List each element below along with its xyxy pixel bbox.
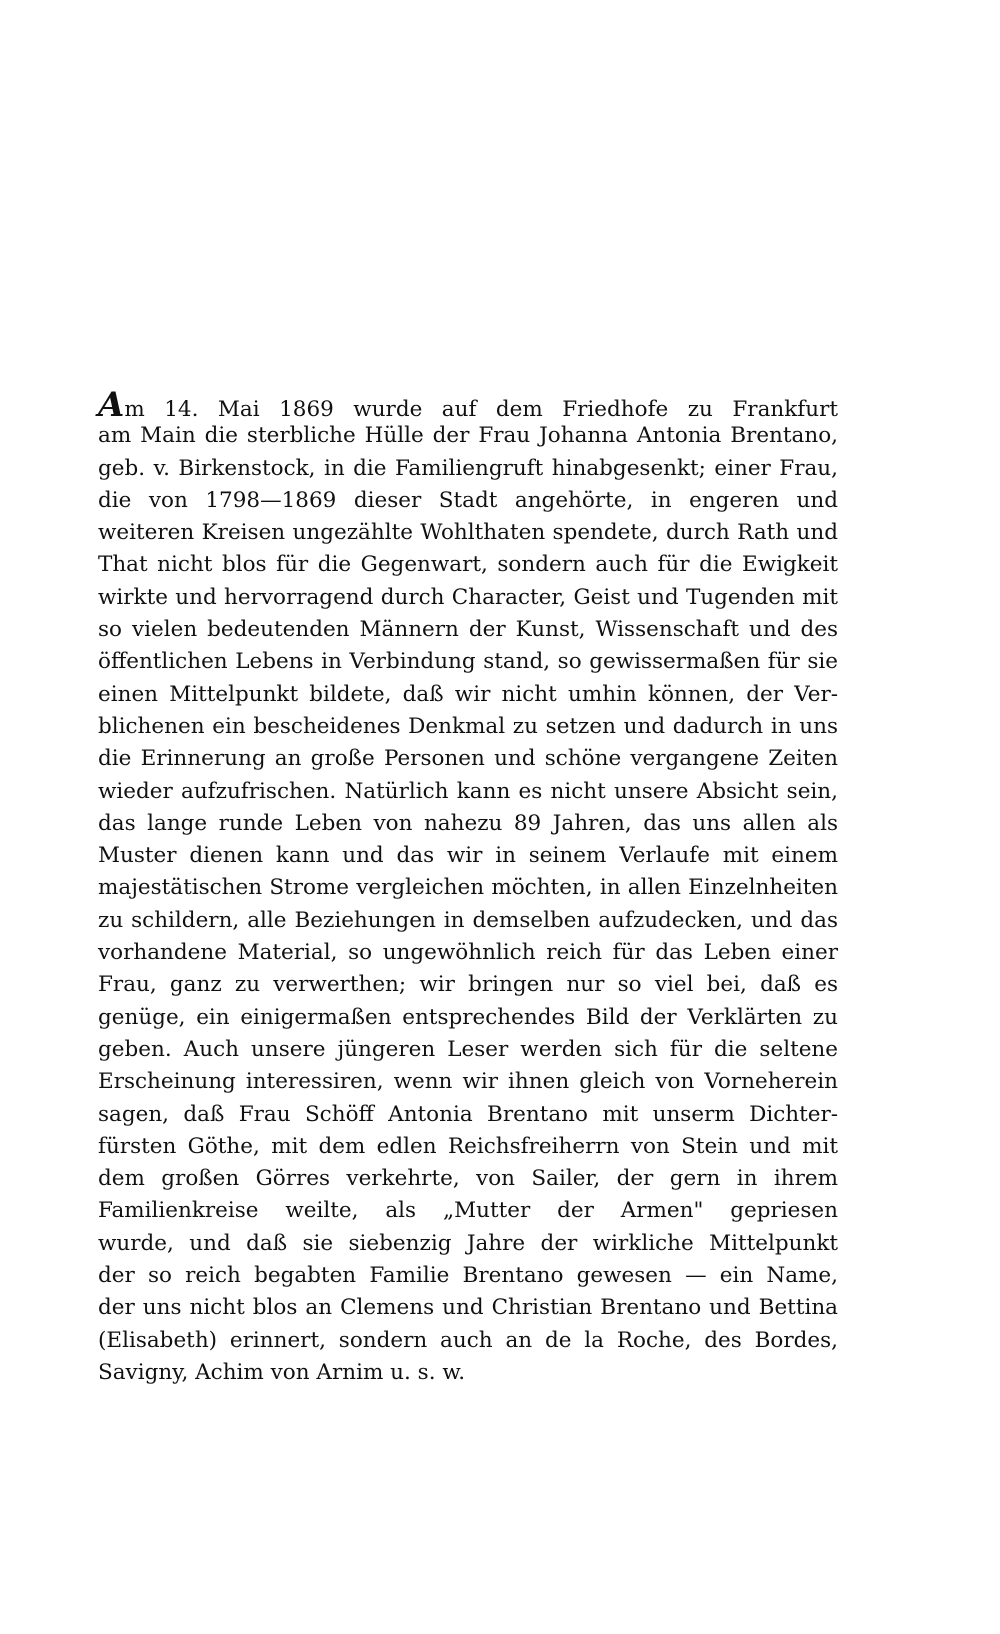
- text-line-23: sagen, daß Frau Schöff Antonia Brentano mit unserm Dichter-: [98, 1101, 838, 1127]
- text-line-30: (Elisabeth) erinnert, sondern auch an de la Roche, des Bordes,: [98, 1327, 838, 1353]
- text-line-3: geb. v. Birkenstock, in die Familiengruft hinabgesenkt; einer Frau,: [98, 455, 838, 481]
- text-line-5: weiteren Kreisen ungezählte Wohlthaten spendete, durch Rath und: [98, 520, 838, 546]
- text-line-9: öffentlichen Lebens in Verbindung stand, so gewissermaßen für sie: [98, 649, 838, 675]
- text-line-25: dem großen Görres verkehrte, von Sailer, der gern in ihrem: [98, 1166, 838, 1192]
- text-line-13: wieder aufzufrischen. Natürlich kann es nicht unsere Absicht sein,: [98, 778, 838, 804]
- text-line-17: zu schildern, alle Beziehungen in demselben aufzudecken, und das: [98, 907, 838, 933]
- text-line-4: die von 1798—1869 dieser Stadt angehörte, in engeren und: [98, 487, 838, 513]
- text-line-22: Erscheinung interessiren, wenn wir ihnen gleich von Vorneherein: [98, 1069, 838, 1095]
- text-line-16: majestätischen Strome vergleichen möchten, in allen Einzelnheiten: [98, 875, 838, 901]
- text-line-24: fürsten Göthe, mit dem edlen Reichsfreiherrn von Stein und mit: [98, 1133, 838, 1159]
- text-line-18: vorhandene Material, so ungewöhnlich reich für das Leben einer: [98, 940, 838, 966]
- text-line-6: That nicht blos für die Gegenwart, sondern auch für die Ewigkeit: [98, 552, 838, 578]
- text-line-14: das lange runde Leben von nahezu 89 Jahren, das uns allen als: [98, 810, 838, 836]
- text-line-19: Frau, ganz zu verwerthen; wir bringen nur so viel bei, daß es: [98, 972, 838, 998]
- text-line-2: am Main die sterbliche Hülle der Frau Johanna Antonia Brentano,: [98, 423, 838, 449]
- text-line-27: wurde, und daß sie siebenzig Jahre der wirkliche Mittelpunkt: [98, 1230, 838, 1256]
- text-line-20: genüge, ein einigermaßen entsprechendes Bild der Verklärten zu: [98, 1004, 838, 1030]
- text-line-10: einen Mittelpunkt bildete, daß wir nicht umhin können, der Ver-: [98, 681, 838, 707]
- drop-cap: A: [98, 385, 125, 425]
- text-line-15: Muster dienen kann und das wir in seinem Verlaufe mit einem: [98, 843, 838, 869]
- text-line-29: der uns nicht blos an Clemens und Christian Brentano und Bettina: [98, 1295, 838, 1321]
- text-line-1: [98, 385, 838, 425]
- text-line-11: blichenen ein bescheidenes Denkmal zu setzen und dadurch in uns: [98, 713, 838, 739]
- body-text: [98, 385, 838, 1389]
- text-line-12: die Erinnerung an große Personen und schöne vergangene Zeiten: [98, 746, 838, 772]
- text-line-21: geben. Auch unsere jüngeren Leser werden sich für die seltene: [98, 1036, 838, 1062]
- text-line-26: Familienkreise weilte, als „Mutter der Armen" gepriesen: [98, 1198, 838, 1224]
- text-line-7: wirkte und hervorragend durch Character, Geist und Tugenden mit: [98, 584, 838, 610]
- text-line-28: der so reich begabten Familie Brentano gewesen — ein Name,: [98, 1263, 838, 1289]
- text-line-8: so vielen bedeutenden Männern der Kunst, Wissenschaft und des: [98, 617, 838, 643]
- text-line-31: Savigny, Achim von Arnim u. s. w.: [98, 1359, 466, 1385]
- text-line-1-rest: m 14. Mai 1869 wurde auf dem Friedhofe zu Frankfurt: [124, 397, 838, 422]
